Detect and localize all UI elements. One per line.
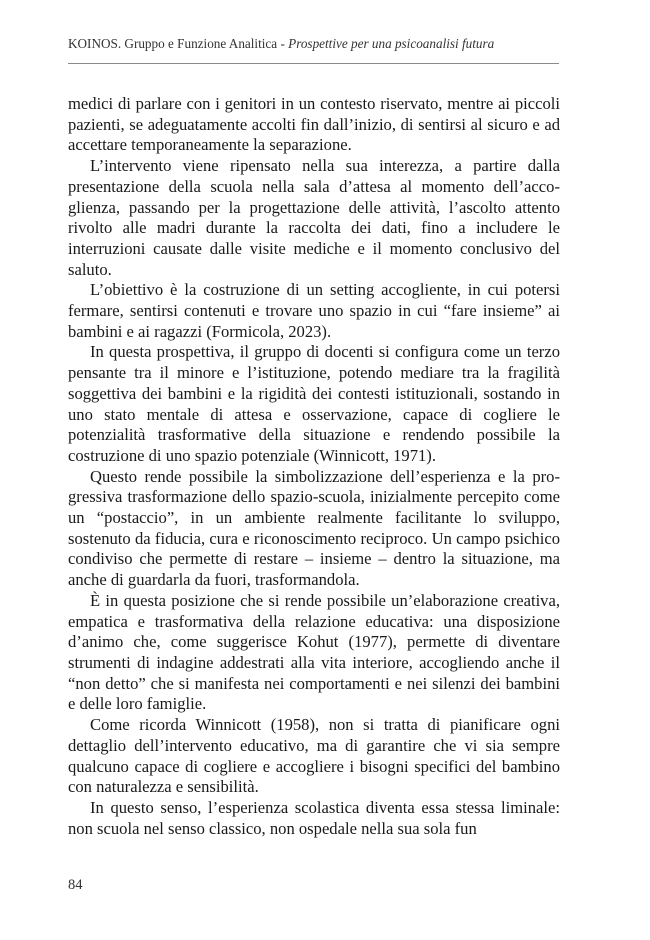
paragraph-6: È in questa posizione che si rende possibile un’elaborazione creativa, empatica e trasformativa della relazione educativa: una disposizione d’animo che, come suggerisce Kohut (1977), permette di diventare strumenti di indagine addestrati alla vita interiore, accogliendo anche il “non detto” che si manifesta nei comportamenti e nei silenzi dei bambini e delle loro famiglie. <box>68 590 560 714</box>
running-header <box>68 36 558 52</box>
paragraph-2: L’intervento viene ripensato nella sua interezza, a partire dalla presentazione della scuola nella sala d’attesa al momento dell’accoglienza, passando per la progettazione delle attività, l’ascolto attento rivolto alle madri durante la raccolta dei dati, fino a includere le interruzioni causate dalle visite mediche e il momento conclusivo del saluto. <box>68 156 560 279</box>
paragraph-5: Questo rende possibile la simbolizzazione dell’esperienza e la progressiva trasformazione dello spazio-scuola, inizialmente percepito come un “postaccio”, in un ambiente realmente facilitante lo sviluppo, sostenuto da fiducia, cura e riconoscimento reciproco. Un campo psichico condiviso che permette di restare – insieme – dentro la situazione, ma anche di guardarla da fuori, trasformandola. <box>68 466 560 590</box>
header-separator: - <box>277 36 289 51</box>
paragraph-4: In questa prospettiva, il gruppo di docenti si configura come un terzo pensante tra il minore e l’istituzione, potendo mediare tra la fragilità soggettiva dei bambini e la rigidità dei contesti istituzionali, sostando in uno stato mentale di attesa e osservazione, capace di cogliere le potenzialità trasformative della situazione e rendendo possibile la costruzione di uno spazio potenziale (Winnicott, 1971). <box>68 342 560 465</box>
page-number: 84 <box>68 877 83 893</box>
journal-subtitle: Prospettive per una psicoanalisi futura <box>288 36 495 51</box>
paragraph-7: Come ricorda Winnicott (1958), non si tratta di pianificare ogni dettaglio dell’intervento educativo, ma di garantire che vi sia sempre qualcuno capace di cogliere e accogliere i bisogni specifici del bambino con naturalezza e sensibilità. <box>68 715 560 797</box>
paragraph-3: L’obiettivo è la costruzione di un setting accogliente, in cui potersi fermare, sentirsi contenuti e trovare uno spazio in cui “fare insieme” ai bambini e ai ragazzi (Formicola, 2023). <box>68 280 560 341</box>
header-rule <box>68 63 559 64</box>
paragraph-8: In questo senso, l’esperienza scolastica diventa essa stessa liminale: non scuola nel senso classico, non ospedale nella sua sola fun <box>68 797 560 838</box>
body-text <box>68 94 560 839</box>
paragraph-1: medici di parlare con i genitori in un contesto riservato, mentre ai piccoli pazienti, se adeguatamente accolti fin dall’inizio, di sentirsi al sicuro e ad accettare temporaneamente la separazione. <box>68 94 560 155</box>
journal-title: KOINOS. Gruppo e Funzione Analitica <box>68 36 278 51</box>
